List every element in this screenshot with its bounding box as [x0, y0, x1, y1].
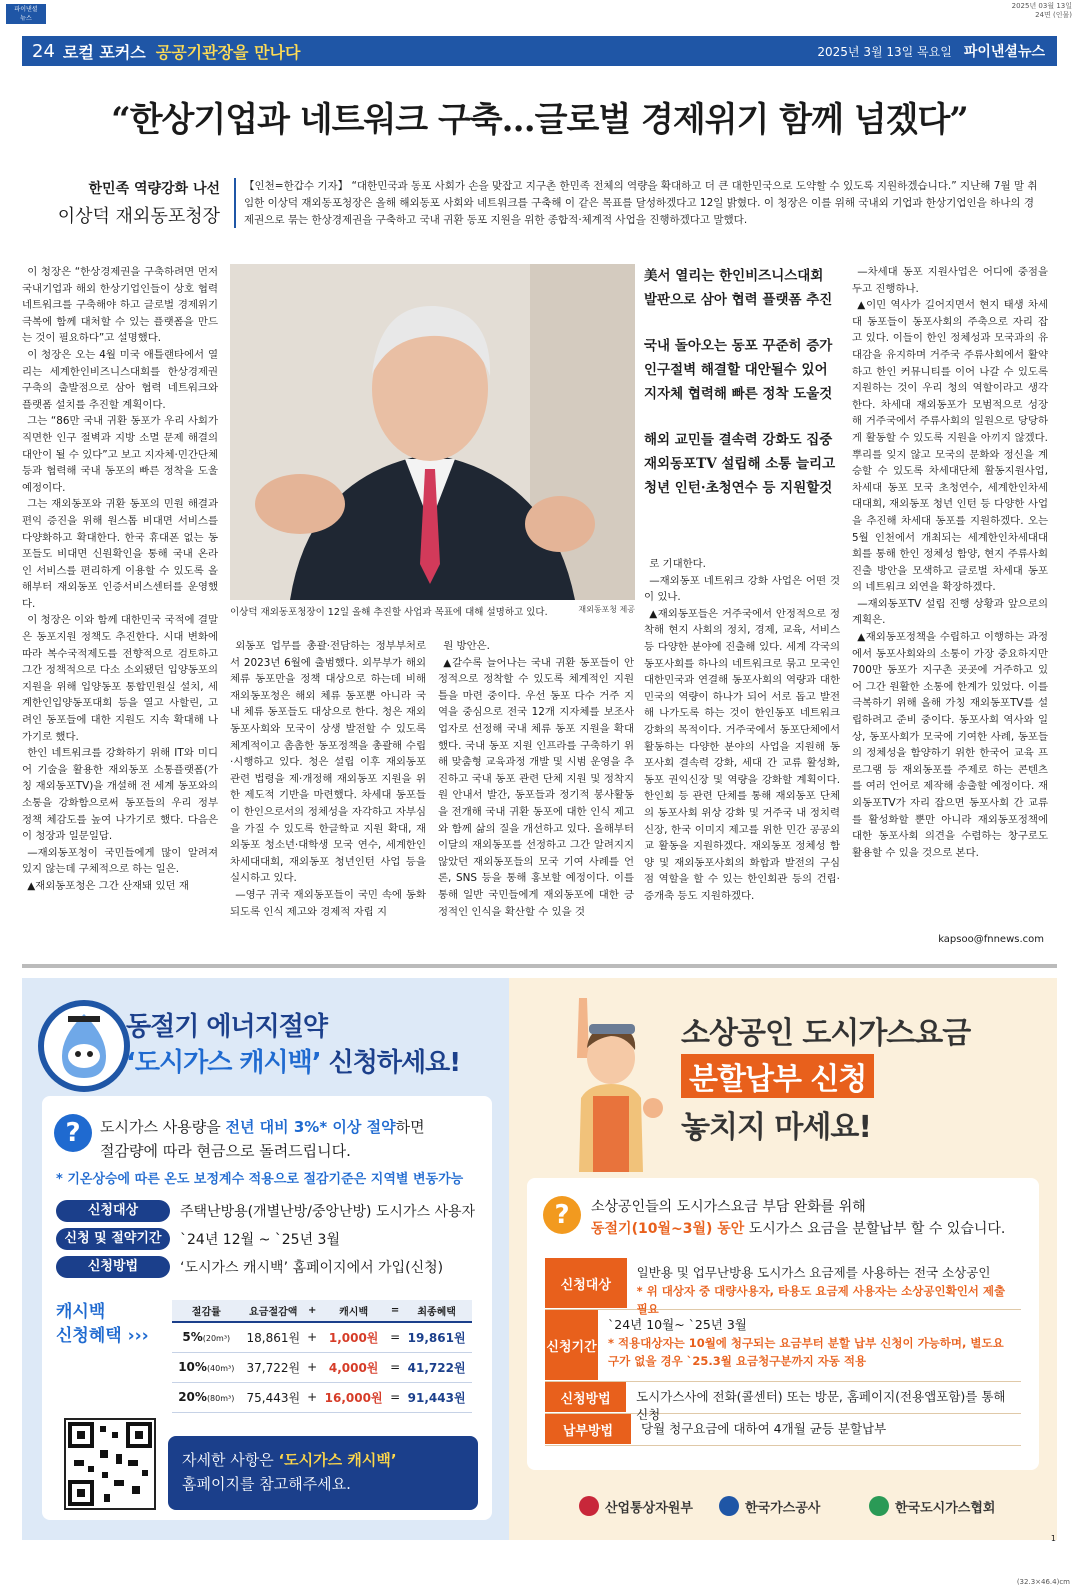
rate: 5%: [182, 1330, 203, 1345]
cashback-intro-2: 절감량에 따라 현금으로 돌려드립니다.: [100, 1142, 351, 1160]
table-header: 캐시백: [318, 1300, 389, 1322]
body-paragraph: —영구 귀국 재외동포들이 국민 속에 동화되도록 인식 제고와 경제적 자립 지: [230, 888, 426, 918]
section-divider: [22, 964, 1057, 968]
table-cell: 37,722원: [241, 1352, 306, 1382]
intro-part-a: 도시가스 사용량을: [100, 1118, 226, 1136]
issue-date: 2025년 3월 13일 목요일: [817, 44, 952, 59]
lead-rule: [234, 178, 236, 228]
photo-credit: 재외동포청 제공: [578, 605, 635, 614]
row-sub: * 위 대상자 중 대량사용자, 타용도 요금제 사용자는 소상공인확인서 제출 필요: [636, 1284, 1006, 1316]
table-row: [172, 1382, 472, 1412]
org-name: 한국도시가스협회: [895, 1500, 996, 1516]
org-name: 산업통상자원부: [605, 1500, 693, 1516]
body-paragraph: 한인 네트워크를 강화하기 위해 IT와 미디어 기술을 활용한 재외동포 소통플랫폼(가칭 재외동포TV)을 개설해 전 세계 동포와의 소통을 강화함으로써 동포들의 우리 정부 정책 체감도를 높여 나가기로 했다. 다음은 이 청장과 일문일답.: [22, 747, 218, 843]
caption-text: 이상덕 재외동포청장이 12일 올해 추진할 사업과 목표에 대해 설명하고 있다.: [230, 607, 548, 618]
table-cell: [172, 1322, 241, 1352]
row-sub: * 적용대상자는 10월에 청구되는 요금부터 분할 납부 신청이 가능하며, 별도요구가 없을 경우 `25.3월 요금청구분까지 자동 적용: [608, 1336, 1004, 1368]
installment-ad: [509, 978, 1057, 1540]
body-paragraph: 원 방안은.: [443, 640, 490, 652]
question-icon: ?: [543, 1196, 581, 1234]
volume: (40m³): [206, 1364, 235, 1373]
ad-title-highlight: ‘도시가스 캐시백’: [126, 1048, 321, 1078]
detail-highlight: ‘도시가스 캐시백’: [278, 1451, 397, 1469]
ad-title-line2: [126, 1042, 460, 1079]
org-motie: [579, 1496, 693, 1516]
motie-logo-icon: [579, 1496, 599, 1516]
installment-row-period: [545, 1310, 1021, 1382]
shop-worker-illustration: [529, 988, 669, 1172]
article-column-1: [22, 264, 218, 954]
pull-quote: 美서 열리는 한인비즈니스대회 발판으로 삼아 협력 플랫폼 추진: [644, 268, 833, 308]
table-header: +: [306, 1300, 318, 1322]
table-cell: +: [306, 1382, 318, 1412]
table-cell: 1,000원: [318, 1322, 389, 1352]
scan-page: 24면 (인물): [1035, 11, 1072, 19]
body-paragraph: ▲재외동포정책을 수립하고 이행하는 과정에서 동포사회와의 소통이 가장 중요하지만 700만 동포가 지구촌 곳곳에 거주하고 있어 그간 원활한 소통에 한계가 있었다. 이를 극복하기 위해 올해 가칭 재외동포TV를 설립하려고 준비 중이다. 동포사회 역사와 일상, 동포사회가 모국에 기여한 사례, 동포들의 정체성을 함양하기 위한 한국어 교육 프로그램 등 재외동포를 주제로 하는 콘텐츠를 여러 언어로 제작해 송출할 예정이다. 재외동포TV가 자리 잡으면 동포사회 간 교류를 활성화할 뿐만 아니라 재외동포정책에 대한 동포사회 의견을 수렴하는 창구로도 활용할 수 있을 것으로 본다.: [852, 631, 1048, 859]
table-cell: 75,443원: [241, 1382, 306, 1412]
pull-quotes: [644, 264, 840, 522]
table-cell: =: [389, 1322, 401, 1352]
rate: 10%: [178, 1360, 207, 1374]
scan-meta: [1012, 2, 1072, 20]
reporter-email[interactable]: kapsoo@fnnews.com: [938, 934, 1044, 945]
intro-highlight: 동절기(10월~3월) 동안: [591, 1221, 745, 1237]
subsection-title: 공공기관장을 만나다: [155, 42, 301, 62]
page-mark: 1: [1050, 1534, 1056, 1543]
article-column-4: [644, 556, 840, 954]
body-paragraph: —재외동포TV 설립 진행 상황과 앞으로의 계획은.: [852, 597, 1048, 627]
benefit-label-2: 신청혜택 ›››: [56, 1326, 149, 1346]
table-cell: 18,861원: [241, 1322, 306, 1352]
volume: (80m³): [206, 1394, 235, 1403]
table-cell: 91,443원: [401, 1382, 472, 1412]
body-paragraph: 그는 재외동포와 귀환 동포의 민원 해결과 편익 증진을 위해 원스톱 비대면 서비스를 다양화하고 확대한다. 한국 휴대폰 없는 동포들도 비대면 신원확인을 통해 국내 온라인 서비스를 편리하게 이용할 수 있도록 올해부터 재외동포 인증서비스센터를 운영했다.: [22, 498, 218, 610]
byline-person: 이상덕 재외동포청장: [57, 206, 220, 227]
volume: (20m³): [202, 1334, 231, 1344]
benefit-label: [56, 1300, 149, 1348]
cashback-benefit-table: [172, 1300, 472, 1413]
byline-kicker: 한민족 역량강화 나선: [88, 181, 220, 197]
table-header: 최종혜택: [401, 1300, 472, 1322]
body-paragraph: —차세대 동포 지원사업은 어디에 중점을 두고 진행하나.: [852, 266, 1048, 295]
body-paragraph: ▲재외동포청은 그간 산재돼 있던 재: [27, 879, 189, 892]
ad-right-title-1: 소상공인 도시가스요금: [681, 1016, 971, 1051]
body-paragraph: 이 청장은 이와 함께 대한민국 국적에 결말은 동포지원 정책도 추진한다. 시대 변화에 따라 복수국적제도를 전향적으로 검토하고 그간 정책적으로 다소 소외됐던 입양동포의 지원을 위해 입양동포 통합민원실 설치, 세계한인입양동포대회 등을 열고 사할린, 고려인 동포들에 대한 지원도 지속 확대해 나가기로 했다.: [22, 614, 218, 743]
table-cell: 16,000원: [318, 1382, 389, 1412]
installment-row-target: [545, 1258, 1021, 1316]
photo-caption: [230, 604, 635, 618]
kcga-logo-icon: [869, 1496, 889, 1516]
table-row: [172, 1322, 472, 1352]
table-cell: +: [306, 1322, 318, 1352]
row-value: [627, 1258, 1021, 1316]
article-column-5: [852, 264, 1048, 954]
installment-row-payment: [545, 1414, 1021, 1446]
detail-text-1: 자세한 사항은: [182, 1451, 279, 1469]
info-row-period: [56, 1228, 340, 1250]
row-main: 일반용 및 업무난방용 도시가스 요금제를 사용하는 전국 소상공인: [636, 1265, 991, 1280]
table-header: 절감률: [172, 1300, 241, 1322]
article-column-3: [438, 638, 634, 954]
table-cell: [172, 1382, 241, 1412]
intro-part-c: 하면: [395, 1118, 425, 1136]
gas-mascot-icon: [38, 1000, 130, 1092]
article-column-2: [230, 638, 426, 954]
table-cell: =: [389, 1382, 401, 1412]
body-paragraph: ▲재외동포들은 거주국에서 안정적으로 정착해 현지 사회의 정치, 경제, 교육, 서비스 등 다양한 분야에 진출해 있다. 세계 각국의 동포사회를 하나의 네트워크로 묶고 모국인 대한민국과 연결해 동포사회의 역량과 대한민국의 역량이 하나가 되어 서로 돕고 발전해 나가도록 하는 것이 한인동포 네트워크 강화의 목적이다. 거주국에서 동포단체에서 활동하는 다양한 분야의 사업을 지원해 동포사회 결속력 강화, 세대 간 교류 활성화, 동포 권익신장 및 역량을 강화할 계획이다. 한인회 등 관련 단체를 통해 재외동포 단체의 동포사회 위상 강화 및 거주국 내 정치력 신장, 한국 이미지 제고를 위한 민간 공공외교 활동을 지원하겠다. 재외동포 정체성 함양 및 재외동포사회의 화합과 발전의 구심점 역할을 할 수 있는 한인회관 등의 건립·증개축 등도 지원하겠다.: [644, 607, 840, 902]
info-row-method: [56, 1256, 443, 1278]
row-label: 신청기간: [545, 1310, 598, 1381]
logo-line2: 뉴스: [20, 15, 32, 22]
org-kcga: [869, 1496, 995, 1516]
cashback-intro-1: [100, 1116, 425, 1137]
cashback-ad: [22, 978, 509, 1540]
lead-paragraph: 【인천=한갑수 기자】 “대한민국과 동포 사회가 손을 맞잡고 지구촌 한민족 전체의 역량을 확대하고 더 큰 대한민국으로 도약할 수 있도록 지원하겠습니다.” 지난해 7월 말 취임한 이상덕 재외동포청장은 올해 해외동포 사회와 네트워크를 구축해 이 같은 목표를 달성하겠다고 12일 밝혔다. 이 청장은 이를 위해 국내외 기업과 한상기업인을 하나의 경제권으로 묶는 한상경제권을 구축하고 국내 귀환 동포 지원을 위한 종합적·체계적 사업을 진행하겠다고 말했다.: [244, 180, 1038, 226]
question-icon: ?: [54, 1114, 92, 1152]
body-paragraph: 외동포 업무를 총괄·전담하는 정부부처로서 2023년 6월에 출범했다. 외무부가 해외 체류 동포만을 정책 대상으로 하는데 비해 재외동포청은 해외 체류 동포뿐 아니라 국내 체류 동포들도 대상으로 한다. 청은 재외동포사회와 모국이 상생 발전할 수 있도록 체계적이고 촘촘한 동포정책을 총괄해 수립·시행하고 있다. 청은 설립 이후 재외동포 관련 법령을 제·개정해 재외동포 지원을 위한 제도적 기반을 마련했다. 차세대 동포들이 한인으로서의 정체성을 자각하고 자부심을 가질 수 있도록 한글학교 지원 확대, 재외동포 청소년·대학생 모국 연수, 세계한인차세대대회, 재외동포 청년인턴 사업 등을 실시하고 있다.: [230, 640, 426, 885]
info-label: 신청 및 절약기간: [56, 1228, 170, 1250]
row-value: 도시가스사에 전화(콜센터) 또는 방문, 홈페이지(전용앱포함)를 통해 신청: [636, 1389, 1006, 1422]
byline: [22, 178, 220, 228]
table-header: 요금절감액: [241, 1300, 306, 1322]
benefit-label-1: 캐시백: [56, 1302, 106, 1322]
info-value: 주택난방용(개별난방/중앙난방) 도시가스 사용자: [180, 1204, 476, 1220]
table-cell: [172, 1352, 241, 1382]
row-label: 신청방법: [545, 1382, 626, 1413]
page-size: (32.3×46.4)cm: [1016, 1578, 1070, 1586]
headline: “한상기업과 네트워크 구축…글로벌 경제위기 함께 넘겠다”: [111, 100, 968, 140]
ad-right-title-3: 놓치지 마세요!: [681, 1110, 872, 1145]
table-cell: 4,000원: [318, 1352, 389, 1382]
scan-date: 2025년 03월 13일: [1011, 2, 1072, 10]
row-value: [598, 1310, 1021, 1381]
logo-line1: 파이낸셜: [14, 6, 38, 13]
row-label: 납부방법: [545, 1414, 631, 1445]
person-photo-illustration: [230, 264, 635, 600]
brand-name: 파이낸셜뉴스: [963, 44, 1045, 60]
info-row-target: [56, 1200, 475, 1222]
detail-info-box: [168, 1436, 478, 1510]
body-paragraph: 그는 “86만 국내 귀환 동포가 우리 사회가 직면한 인구 절벽과 지방 소멸 문제 해결의 대안이 될 수 있다”고 보고 지자체·민간단체 등과 협력해 국내 동포의 빠른 정착을 도울 예정이다.: [22, 415, 218, 494]
org-name: 한국가스공사: [745, 1500, 821, 1516]
body-paragraph: —재외동포청이 국민들에게 많이 알려져 있지 않는데 구체적으로 하는 일은.: [22, 846, 218, 876]
intro-part-b: 전년 대비 3%* 이상 절약: [225, 1118, 396, 1136]
interview-photo: [230, 264, 635, 600]
ad-title-rest: 신청하세요!: [320, 1048, 461, 1078]
cashback-note: * 기온상승에 따른 온도 보정계수 적용으로 절감기준은 지역별 변동가능: [56, 1172, 464, 1187]
ad-right-title-2: 분할납부 신청: [681, 1054, 874, 1098]
body-paragraph: 이 청장은 오는 4월 미국 애틀랜타에서 열리는 세계한인비즈니스대회를 한상경제권 구축의 출발점으로 삼아 협력 네트워크와 플랫폼 설치를 추진할 계획이다.: [22, 348, 218, 411]
org-kogas: [719, 1496, 820, 1516]
table-header: =: [389, 1300, 401, 1322]
body-paragraph: 이 청장은 “한상경제권을 구축하려면 먼저 국내기업과 해외 한상기업인들이 상호 협력 네트워크를 구축해야 하고 글로벌 경제위기 극복에 함께 대처할 수 있는 플랫폼을 만드는 것이 필요하다”고 설명했다.: [22, 266, 218, 345]
table-cell: 41,722원: [401, 1352, 472, 1382]
table-row: [172, 1352, 472, 1382]
section-title: 로컬 포커스: [62, 42, 146, 62]
table-cell: +: [306, 1352, 318, 1382]
rate: 20%: [178, 1390, 207, 1404]
ad-title-line1: 동절기 에너지절약: [126, 1012, 327, 1042]
body-paragraph: 로 기대한다.: [649, 558, 706, 570]
cashback-info-panel: [42, 1096, 492, 1520]
info-label: 신청대상: [56, 1200, 170, 1222]
body-paragraph: ▲갈수록 늘어나는 국내 귀환 동포들이 안정적으로 정착할 수 있도록 체계적인 지원 틀을 마련 중이다. 우선 동포 다수 거주 지역을 중심으로 전국 12개 지자체를 보조사업자로 선정해 국내 체류 동포 지원을 확대했다. 국내 동포 지원 인프라를 구축하기 위해 맞춤형 교육과정 개발 및 시범 운영을 추진하고 국내 동포 관련 단체 지원 및 정착지원 안내서 발간, 동포들과 정기적 봉사활동을 전개해 국내 귀환 동포에 대한 인식 제고와 함께 삶의 질을 개선하고 있다. 올해부터 이달의 재외동포를 선정하고 그간 알려지지 않았던 재외동포들의 모국 기여 사례를 언론, SNS 등을 통해 홍보할 예정이다. 이를 통해 일반 국민들에게 재외동포에 대한 긍정적인 인식을 확산할 수 있을 것: [438, 656, 634, 918]
info-value: `24년 12월 ~ `25년 3월: [180, 1232, 340, 1248]
table-cell: =: [389, 1352, 401, 1382]
newspaper-logo: [6, 4, 46, 24]
table-cell: 19,861원: [401, 1322, 472, 1352]
body-paragraph: —재외동포 네트워크 강화 사업은 어떤 것이 있나.: [644, 574, 840, 604]
row-label: 신청대상: [545, 1258, 627, 1309]
qr-code-icon[interactable]: [64, 1418, 156, 1510]
installment-row-method: [545, 1382, 1021, 1422]
body-paragraph: ▲이민 역사가 길어지면서 현지 태생 차세대 동포들이 동포사회의 주축으로 자리 잡고 있다. 이들이 한인 정체성과 모국과의 유대감을 유지하며 거주국 주류사회에서 활약하고 한인 커뮤니티를 이어 나갈 수 있도록 지원하는 것이 우리 청의 역할이라고 생각한다. 차세대 재외동포가 모범적으로 성장해 거주국에서 주류사회의 일원으로 당당하게 활동할 수 있도록 지원을 아끼지 않겠다. 뿌리를 잊지 않고 모국의 문화와 정신을 계승할 수 있도록 차세대단체 활동지원사업, 차세대 동포 모국 초청연수, 세계한인차세대대회, 재외동포 청년 인턴 등 다양한 사업을 추진해 차세대 동포를 지원하겠다. 오는 5월 인천에서 개최되는 세계한인차세대대회를 통해 한인 정체성 함양, 현지 주류사회 진출 방안을 모색하고 글로벌 차세대 동포의 네트워크 외연을 확장하겠다.: [852, 299, 1048, 594]
installment-info-panel: [527, 1178, 1039, 1470]
kogas-logo-icon: [719, 1496, 739, 1516]
intro-rest: 도시가스 요금을 분할납부 할 수 있습니다.: [744, 1221, 1006, 1237]
row-main: `24년 10월~ `25년 3월: [608, 1317, 747, 1332]
detail-text-2: 홈페이지를 참고해주세요.: [182, 1475, 351, 1493]
installment-intro-2: [591, 1218, 1005, 1238]
installment-intro-1: 소상공인들의 도시가스요금 부담 완화를 위해: [591, 1199, 866, 1215]
section-header-bar: [22, 36, 1057, 66]
info-label: 신청방법: [56, 1256, 170, 1278]
row-value: 당월 청구요금에 대하여 4개월 균등 분할납부: [641, 1421, 887, 1436]
page-number: 24: [32, 40, 55, 62]
pull-quote: 국내 돌아오는 동포 꾸준히 증가 인구절벽 해결할 대안될수 있어 지자체 협력해 빠른 정착 도울것: [644, 338, 833, 402]
pull-quote: 해외 교민들 결속력 강화도 집중 재외동포TV 설립해 소통 늘리고 청년 인턴·초청연수 등 지원할것: [644, 432, 836, 496]
info-value: ‘도시가스 캐시백’ 홈페이지에서 가입(신청): [180, 1260, 444, 1276]
